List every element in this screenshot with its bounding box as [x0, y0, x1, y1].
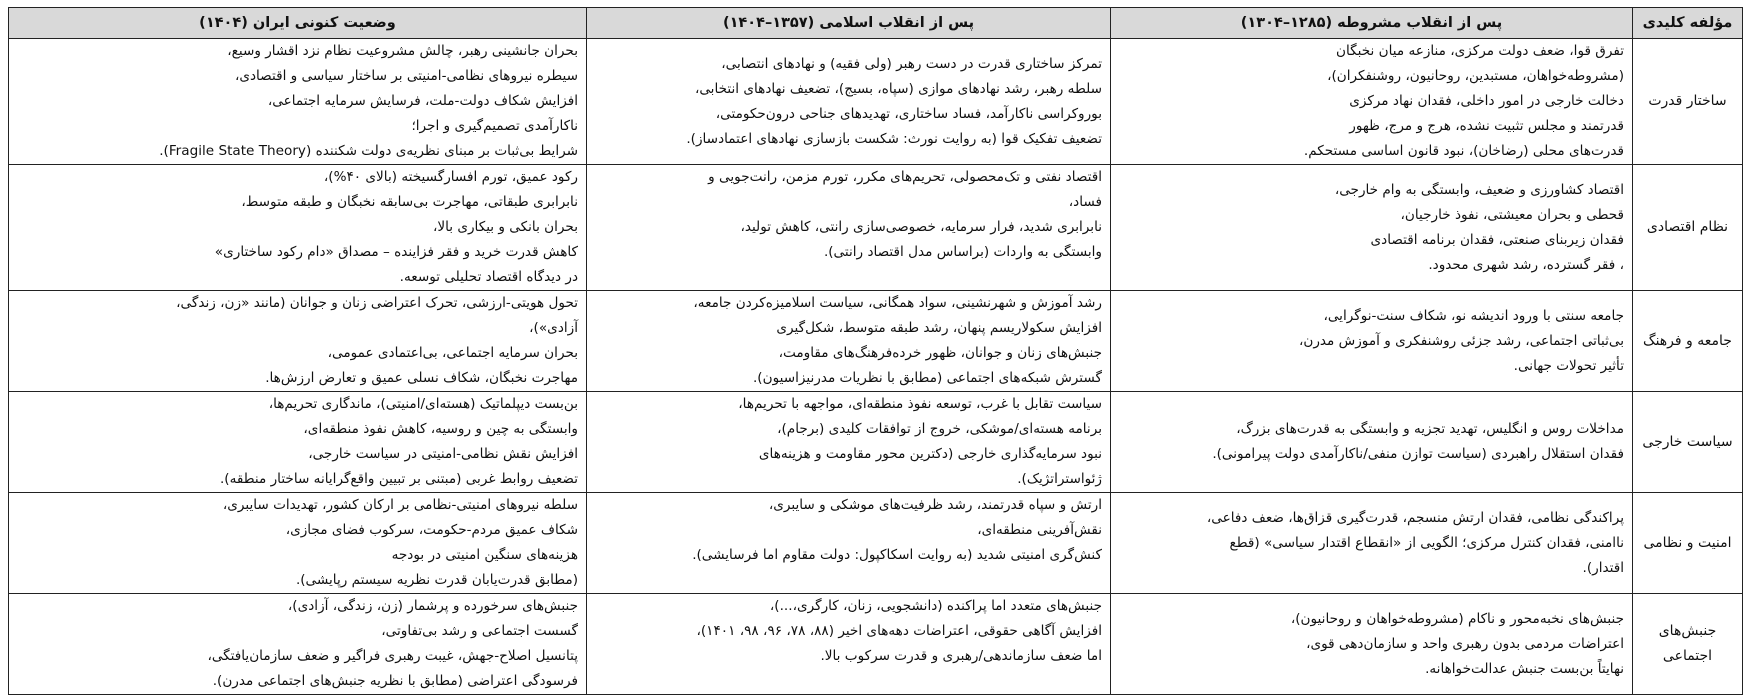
- cell-line: جنبش‌های سرخورده و پرشمار (زن، زندگی، آزادی)،: [287, 598, 578, 614]
- cell-line: ناامنی، فقدان کنترل مرکزی؛ الگویی از «انقطاع اقتدار سیاسی» (قطع: [1229, 534, 1624, 551]
- cell-line: بن‌بست دیپلماتیک (هسته‌ای/امنیتی)، ماندگاری تحریم‌ها،: [268, 396, 578, 412]
- cell-line: فقدان استقلال راهبردی (سیاست توازن منفی/ناکارآمدی دولت پیرامونی).: [1212, 446, 1624, 462]
- cell-line: تضعیف تفکیک قوا (به روایت نورث: شکست بازسازی نهادهای اعتمادساز).: [686, 130, 1102, 147]
- row-header: ساختار قدرت: [1633, 39, 1743, 165]
- header-current: وضعیت کنونی ایران (۱۴۰۴): [9, 8, 587, 39]
- cell-line: پتانسیل اصلاح-جهش، غیبت رهبری فراگیر و ضعف سازمان‌یافتگی،: [207, 648, 578, 664]
- cell-line: افزایش شکاف دولت-ملت، فرسایش سرمایه اجتماعی،: [267, 93, 578, 109]
- cell-line: نابرابری شدید، فرار سرمایه، خصوصی‌سازی رانتی، کاهش تولید،: [740, 219, 1102, 235]
- cell-line: گسترش شبکه‌های اجتماعی (مطابق با نظریات مدرنیزاسیون).: [752, 370, 1102, 386]
- cell-line: بی‌ثباتی اجتماعی، رشد جزئی روشنفکری و آموزش مدرن،: [1298, 332, 1624, 349]
- cell-islamic: [587, 594, 1111, 695]
- cell-line: اعتراضات مردمی بدون رهبری واحد و سازمان‌دهی قوی،: [1306, 635, 1624, 652]
- cell-line: بحران بانکی و بیکاری بالا،: [432, 219, 578, 235]
- cell-line: قدرتمند و مجلس تثبیت نشده، هرج و مرج، ظهور: [1349, 118, 1624, 134]
- cell-line: گسست اجتماعی و رشد بی‌تفاوتی،: [381, 623, 578, 639]
- cell-line: اقتصاد نفتی و تک‌محصولی، تحریم‌های مکرر، تورم مزمن، رانت‌جویی و: [708, 169, 1102, 185]
- cell-line: پراکندگی نظامی، فقدان ارتش منسجم، قدرت‌گیری قزاق‌ها، ضعف دفاعی،: [1206, 509, 1624, 526]
- cell-line: نهایتاً بن‌بست جنبش عدالت‌خواهانه.: [1425, 660, 1624, 677]
- cell-line: سیطره نیروهای نظامی-امنیتی بر ساختار سیاسی و اقتصادی،: [234, 68, 578, 84]
- cell-line: رکود عمیق، تورم افسارگسیخته (بالای ۴۰%)،: [323, 169, 578, 185]
- table-row: [9, 165, 1743, 291]
- cell-line: سلطه رهبر، رشد نهادهای موازی (سپاه، بسیج)، تضعیف نهادهای انتخابی،: [694, 80, 1102, 97]
- cell-line: ژئواستراتژیک).: [1017, 471, 1102, 487]
- cell-line: بوروکراسی ناکارآمد، فساد ساختاری، تهدیدهای جناحی درون‌حکومتی،: [715, 105, 1102, 122]
- cell-islamic: [587, 493, 1111, 594]
- cell-line: تضعیف روابط غربی (مبتنی بر تبیین واقع‌گرایانه ساختار منطقه).: [219, 471, 578, 487]
- cell-constitutional: [1111, 392, 1633, 493]
- cell-line: شرایط بی‌ثبات بر مبنای نظریه‌ی دولت شکننده (Fragile State Theory).: [159, 143, 578, 159]
- cell-line: فقدان زیربنای صنعتی، فقدان برنامه اقتصادی: [1370, 231, 1624, 248]
- cell-line: تأثیر تحولات جهانی.: [1513, 357, 1624, 374]
- cell-line: ناکارآمدی تصمیم‌گیری و اجرا؛: [411, 118, 578, 134]
- cell-line: وابستگی به واردات (براساس مدل اقتصاد رانتی).: [823, 244, 1102, 260]
- cell-line: افزایش سکولاریسم پنهان، رشد طبقه متوسط، شکل‌گیری: [776, 320, 1102, 336]
- cell-line: شکاف عمیق مردم-حکومت، سرکوب فضای مجازی،: [285, 522, 578, 538]
- cell-line: افزایش نقش نظامی-امنیتی در سیاست خارجی،: [308, 446, 578, 462]
- cell-islamic: [587, 392, 1111, 493]
- cell-islamic: [587, 39, 1111, 165]
- cell-current: [9, 594, 587, 695]
- cell-line: اما ضعف سازماندهی/رهبری و قدرت سرکوب بالا.: [820, 648, 1102, 664]
- cell-line: سیاست تقابل با غرب، توسعه نفوذ منطقه‌ای، مواجهه با تحریم‌ها،: [738, 396, 1102, 412]
- row-header: سیاست خارجی: [1633, 392, 1743, 493]
- cell-constitutional: [1111, 493, 1633, 594]
- cell-line: رشد آموزش و شهرنشینی، سواد همگانی، سیاست اسلامیزه‌کردن جامعه،: [693, 295, 1102, 311]
- row-header: جامعه و فرهنگ: [1633, 291, 1743, 392]
- header-constitutional: پس از انقلاب مشروطه (۱۲۸۵–۱۳۰۴): [1111, 8, 1633, 39]
- cell-line: در دیدگاه اقتصاد تحلیلی توسعه.: [399, 269, 578, 285]
- cell-current: [9, 493, 587, 594]
- cell-line: ارتش و سپاه قدرتمند، رشد ظرفیت‌های موشکی و سایبری،: [768, 497, 1102, 513]
- cell-line: ، فقر گسترده، رشد شهری محدود.: [1428, 256, 1624, 273]
- cell-line: مداخلات روس و انگلیس، تهدید تجزیه و وابستگی به قدرت‌های بزرگ،: [1236, 421, 1624, 437]
- cell-line: برنامه هسته‌ای/موشکی، خروج از توافقات کلیدی (برجام)،: [777, 421, 1102, 437]
- cell-islamic: [587, 165, 1111, 291]
- cell-constitutional: [1111, 291, 1633, 392]
- table-row: [9, 392, 1743, 493]
- cell-current: [9, 39, 587, 165]
- cell-line: اقتصاد کشاورزی و ضعیف، وابستگی به وام خارجی،: [1334, 181, 1624, 198]
- cell-line: (مشروطه‌خواهان، مستبدین، روحانیون، روشنفکران)،: [1327, 68, 1624, 84]
- cell-line: هزینه‌های سنگین امنیتی در بودجه: [391, 547, 578, 563]
- cell-line: کاهش قدرت خرید و فقر فزاینده – مصداق «دام رکود ساختاری»: [214, 244, 578, 260]
- cell-line: تمرکز ساختاری قدرت در دست رهبر (ولی فقیه) و نهادهای انتصابی،: [721, 55, 1102, 72]
- cell-line: وابستگی به چین و روسیه، کاهش نفوذ منطقه‌ای،: [303, 421, 578, 437]
- table-row: [9, 493, 1743, 594]
- cell-line: قدرت‌های محلی (رضاخان)، نبود قانون اساسی مستحکم.: [1303, 143, 1624, 159]
- cell-line: جامعه سنتی با ورود اندیشه نو، شکاف سنت-نوگرایی،: [1323, 307, 1624, 324]
- cell-line: اقتدار).: [1582, 559, 1624, 576]
- cell-line: مهاجرت نخبگان، شکاف نسلی عمیق و تعارض ارزش‌ها.: [265, 370, 578, 386]
- cell-line: جنبش‌های متعدد اما پراکنده (دانشجویی، زنان، کارگری،...)،: [769, 598, 1102, 614]
- cell-constitutional: [1111, 165, 1633, 291]
- header-islamic: پس از انقلاب اسلامی (۱۳۵۷–۱۴۰۴): [587, 8, 1111, 39]
- cell-line: فرسودگی اعتراضی (مطابق با نظریه جنبش‌های اجتماعی مدرن).: [212, 673, 578, 689]
- header-component: مؤلفه کلیدی: [1633, 8, 1743, 39]
- cell-line: نبود سرمایه‌گذاری خارجی (دکترین محور مقاومت و هزینه‌های: [758, 446, 1102, 462]
- cell-line: جنبش‌های نخبه‌محور و ناکام (مشروطه‌خواهان و روحانیون)،: [1290, 610, 1624, 627]
- cell-line: افزایش آگاهی حقوقی، اعتراضات دهه‌های اخیر (۸۸، ۷۸، ۹۶، ۹۸، ۱۴۰۱)،: [696, 623, 1102, 639]
- cell-line: (مطابق قدرت‌یابان قدرت نظریه سیستم رپایشی).: [295, 572, 578, 588]
- cell-line: بحران جانشینی رهبر، چالش مشروعیت نظام نزد اقشار وسیع،: [227, 43, 578, 59]
- row-header: امنیت و نظامی: [1633, 493, 1743, 594]
- cell-line: جنبش‌های زنان و جوانان، ظهور خرده‌فرهنگ‌های مقاومت،: [778, 345, 1102, 361]
- row-header: جنبش‌های اجتماعی: [1633, 594, 1743, 695]
- cell-line: بحران سرمایه اجتماعی، بی‌اعتمادی عمومی،: [327, 345, 578, 361]
- cell-current: [9, 165, 587, 291]
- cell-line: دخالت خارجی در امور داخلی، فقدان نهاد مرکزی: [1349, 93, 1624, 109]
- cell-line: فساد،: [1068, 194, 1102, 210]
- cell-line: تفرق قوا، ضعف دولت مرکزی، منازعه میان نخبگان: [1336, 43, 1624, 59]
- cell-line: تحول هویتی-ارزشی، تحرک اعتراضی زنان و جوانان (مانند «زن، زندگی،: [176, 295, 578, 311]
- table-body: [9, 39, 1743, 695]
- cell-constitutional: [1111, 39, 1633, 165]
- cell-line: نقش‌آفرینی منطقه‌ای،: [977, 522, 1102, 538]
- cell-islamic: [587, 291, 1111, 392]
- table-row: [9, 291, 1743, 392]
- row-header: نظام اقتصادی: [1633, 165, 1743, 291]
- cell-line: کنش‌گری امنیتی شدید (به روایت اسکاکپول: دولت مقاوم اما فرسایشی).: [692, 547, 1102, 563]
- cell-current: [9, 291, 587, 392]
- header-row: [9, 8, 1743, 39]
- cell-line: نابرابری طبقاتی، مهاجرت بی‌سابقه نخبگان و طبقه متوسط،: [241, 194, 578, 210]
- table-row: [9, 594, 1743, 695]
- table-row: [9, 39, 1743, 165]
- cell-constitutional: [1111, 594, 1633, 695]
- cell-line: آزادی»)،: [529, 320, 578, 336]
- comparison-table: [8, 7, 1743, 695]
- cell-current: [9, 392, 587, 493]
- cell-line: قحطی و بحران معیشتی، نفوذ خارجیان،: [1400, 206, 1624, 223]
- cell-line: سلطه نیروهای امنیتی-نظامی بر ارکان کشور، تهدیدات سایبری،: [222, 497, 578, 513]
